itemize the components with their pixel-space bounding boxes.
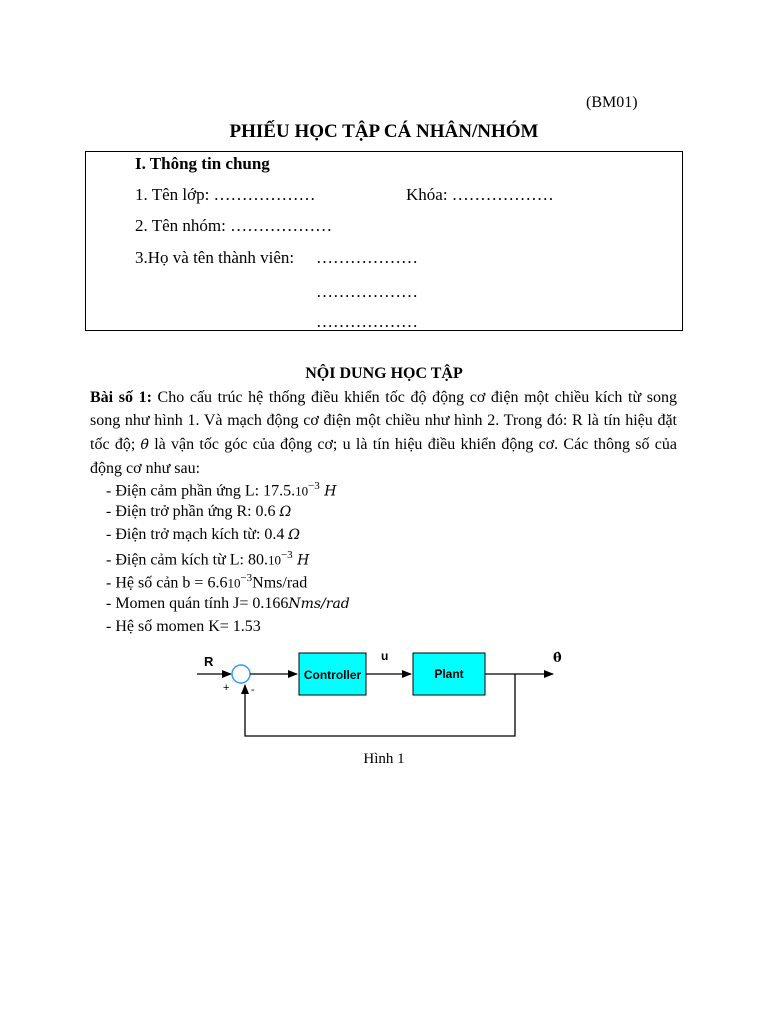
group-field: 2. Tên nhóm: ……………… [135,216,333,235]
parameter-line [106,480,336,500]
minus-sign: - [251,684,255,696]
general-info-box [85,151,683,331]
parameter-unit: H [319,483,337,500]
parameter-line [106,503,291,521]
member-line-1: ……………… [316,248,418,267]
page-title: PHIẾU HỌC TẬP CÁ NHÂN/NHÓM [229,121,539,142]
parameter-text: - Hệ số cản b = 6.6 [106,574,228,592]
exercise-text-1: Cho cấu trúc hệ thống điều khiển tốc độ động cơ điện một chiều kích từ song song như hình 1. Và mạch động cơ điện một chiều như hình 2. Trong đó: R là tín hiệu đặt tốc độ; [90,389,677,453]
parameter-unit: Ω [279,504,292,520]
parameter-text: - Hệ số momen K= 1.53 [106,618,261,635]
parameter-unit: Nms/rad [288,596,350,612]
parameter-text: - Điện cảm kích từ L: 80. [106,551,268,569]
block-diagram [195,640,575,744]
plus-sign: + [223,682,230,694]
power-base: 10 [227,575,241,591]
exercise-text-2: là vận tốc góc của động cơ; u là tín hiệu điều khiển động cơ. Các thông số của động cơ như sau: [90,435,677,477]
parameter-unit: H [292,552,310,569]
info-heading: I. Thông tin chung [135,154,270,173]
power-base: 10 [267,552,281,568]
theta-dot-symbol: θ̇ [140,436,149,453]
figure-caption: Hình 1 [363,751,405,767]
course-field: Khóa: ……………… [406,185,554,204]
parameter-text: - Điện trở phần ứng R: 0.6 [106,503,280,520]
summing-junction [232,665,250,683]
parameter-text: - Điện trở mạch kích từ: 0.4 [106,526,289,543]
parameter-line [106,618,261,636]
member-line-2: ……………… [316,282,418,301]
form-code: (BM01) [586,94,638,111]
class-field: 1. Tên lớp: ……………… [135,185,316,204]
control-signal-label: u [381,649,389,663]
power-exponent: −3 [308,480,320,492]
parameter-line [106,526,300,544]
output-label: θ̇ [553,651,562,666]
parameter-unit: Ω [288,527,301,543]
exercise-paragraph [90,386,677,480]
exercise-label: Bài số 1: [90,389,152,406]
power-exponent: −3 [280,549,293,561]
plant-label: Plant [434,667,464,681]
section-title: NỘI DUNG HỌC TẬP [305,365,463,382]
member-line-3: ……………… [316,312,418,331]
parameter-line [106,572,307,592]
power-exponent: −3 [240,572,253,584]
parameter-text: - Momen quán tính J= 0.166 [106,595,289,612]
input-label: R [204,654,214,669]
parameter-unit: Nms/rad [252,574,308,592]
parameter-line [106,595,350,613]
power-base: 10 [295,483,309,499]
parameter-line [106,549,309,569]
controller-label: Controller [303,668,362,682]
parameter-text: - Điện cảm phần ứng L: 17.5. [106,482,296,500]
members-label: 3.Họ và tên thành viên: [135,248,295,267]
